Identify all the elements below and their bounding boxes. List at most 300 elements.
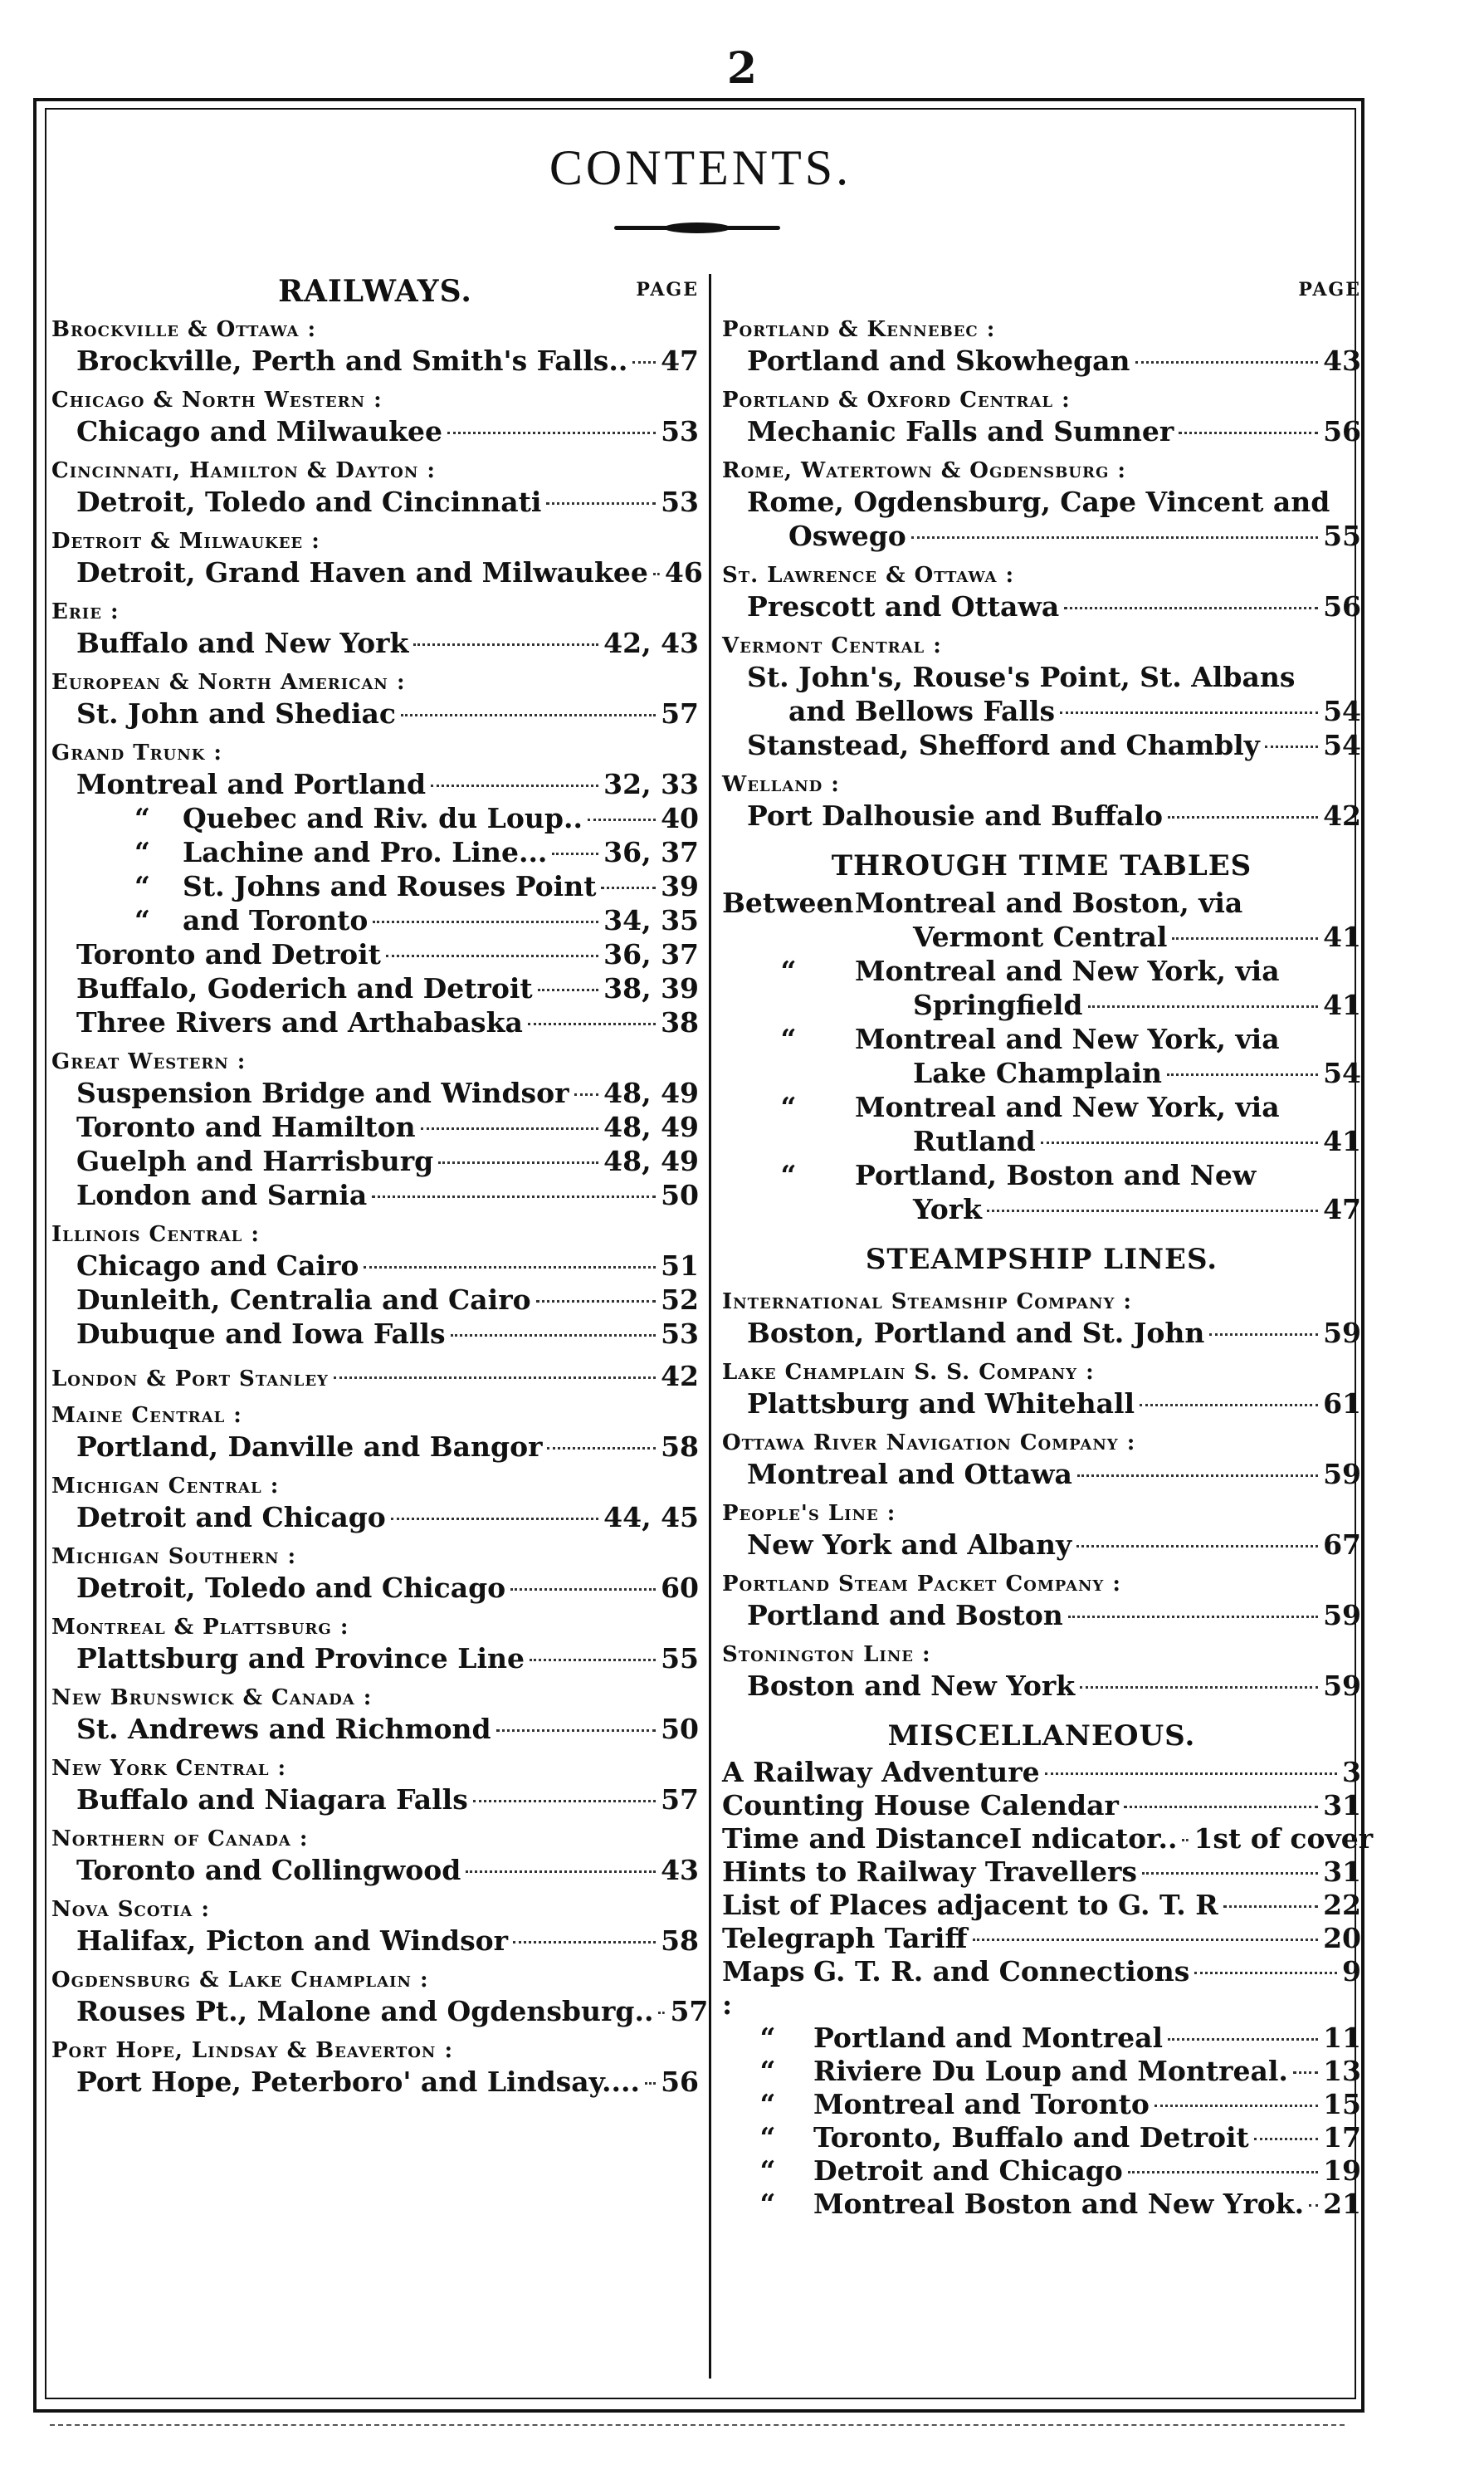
railway-list: [51, 315, 709, 2099]
entry-text: List of Places adjacent to G. T. R: [722, 1889, 1218, 1921]
page-ref: 21: [1323, 2188, 1361, 2220]
toc-group: [51, 739, 699, 1039]
entry-text: Time and DistanceI ndicator..: [722, 1822, 1178, 1855]
toc-entry: [722, 1386, 1361, 1420]
entry-text: Montreal and Portland: [76, 768, 427, 800]
page-ref: 55: [661, 1642, 699, 1675]
page-ref: 41: [1323, 1125, 1361, 1157]
entry-text: Portland and Boston: [747, 1599, 1063, 1631]
entry-text: Oswego: [788, 520, 906, 552]
leader-dots: [1168, 816, 1318, 819]
toc-entry: [51, 1924, 699, 1958]
toc-entry: [51, 485, 699, 519]
toc-entry: [51, 801, 699, 835]
entry-text: and Toronto: [183, 904, 369, 936]
toc-entry: [722, 1822, 1374, 1855]
page-ref: 42: [661, 1360, 699, 1392]
leader-dots: [645, 2082, 656, 2085]
toc-entry: [722, 1090, 1361, 1124]
leader-dots: [510, 1588, 656, 1591]
leader-dots: [438, 1161, 598, 1164]
toc-entry: [722, 344, 1361, 378]
entry-prefix: “: [759, 2088, 776, 2120]
entry-text: Rouses Pt., Malone and Ogdensburg..: [76, 1995, 654, 2027]
toc-entry: [51, 1571, 699, 1605]
entry-text: Detroit, Grand Haven and Milwaukee: [76, 556, 648, 589]
toc-entry: [722, 1316, 1361, 1350]
page-ref: 55: [1323, 520, 1361, 552]
entry-text: New York and Albany: [747, 1528, 1072, 1561]
page-ref: 61: [1323, 1387, 1361, 1420]
page-ref: 38: [661, 1006, 699, 1039]
toc-entry: [51, 1500, 699, 1534]
ditto-mark: “: [134, 904, 150, 936]
entry-text: Lachine and Pro. Line...: [183, 836, 548, 868]
group-title: Ottawa River Navigation Company :: [722, 1430, 1136, 1455]
page-title: CONTENTS.: [549, 140, 852, 195]
group-title: Michigan Southern :: [51, 1544, 297, 1569]
group-title: St. Lawrence & Ottawa :: [722, 563, 1015, 588]
leader-dots: [653, 573, 660, 575]
leader-dots: [1128, 2171, 1318, 2173]
toc-entry: [722, 589, 1361, 623]
entry-text: Portland, Danville and Bangor: [76, 1430, 543, 1463]
entry-text: York: [913, 1193, 982, 1225]
toc-entry: [51, 1317, 699, 1351]
toc-entry: [722, 660, 1361, 694]
leader-dots: [1045, 1772, 1337, 1775]
entry-prefix: Between: [722, 887, 854, 919]
page-ref: 3: [1342, 1756, 1361, 1788]
toc-group: [51, 1048, 699, 1212]
entry-text: Mechanic Falls and Sumner: [747, 415, 1174, 447]
left-column: [51, 274, 709, 2099]
toc-group: [51, 2036, 699, 2099]
steamship-lines-heading: STEAMPSHIP LINES.: [865, 1243, 1218, 1276]
entry-text: Toronto and Hamilton: [76, 1111, 416, 1143]
page-ref: 48, 49: [603, 1145, 699, 1177]
entry-text: Toronto and Collingwood: [76, 1854, 461, 1886]
entry-text: Detroit and Chicago: [76, 1501, 386, 1533]
leader-dots: [1135, 361, 1319, 364]
page-ref: 67: [1323, 1528, 1361, 1561]
toc-group: [51, 1825, 699, 1887]
toc-entry: [722, 920, 1361, 954]
toc-group: [51, 668, 699, 731]
leader-dots: [401, 714, 656, 716]
toc-entry: [51, 1782, 699, 1816]
railways-heading-row: [51, 274, 699, 307]
page-ref: 59: [1323, 1317, 1361, 1349]
group-title: Cincinnati, Hamilton & Dayton :: [51, 458, 436, 483]
railways-heading: RAILWAYS.: [278, 274, 472, 309]
entry-text: Dubuque and Iowa Falls: [76, 1318, 446, 1350]
entry-text: Telegraph Tariff: [722, 1922, 968, 1954]
entry-text: A Railway Adventure: [722, 1756, 1040, 1788]
leader-dots: [431, 785, 598, 787]
group-title: Illinois Central :: [51, 1222, 260, 1247]
leader-dots: [1154, 2105, 1318, 2107]
group-title: Grand Trunk :: [51, 741, 222, 765]
page-ref: 32, 33: [603, 768, 699, 800]
page-column-label: PAGE: [636, 279, 699, 301]
entry-text: Detroit, Toledo and Cincinnati: [76, 486, 542, 518]
through-time-tables-list: [722, 886, 1361, 1226]
leader-dots: [466, 1870, 656, 1873]
page-ref: 47: [661, 345, 699, 377]
page-ref: 59: [1323, 1458, 1361, 1490]
page-ref: 42, 43: [603, 627, 699, 659]
toc-entry: [722, 1598, 1361, 1632]
toc-entry: [722, 1955, 1361, 2022]
toc-entry: [722, 1022, 1361, 1056]
page-ref: 11: [1323, 2022, 1361, 2054]
entry-text: Vermont Central: [913, 921, 1168, 953]
toc-entry: [51, 1712, 699, 1746]
toc-entry: [722, 1056, 1361, 1090]
entry-prefix: “: [759, 2121, 776, 2154]
toc-entry: [722, 1889, 1361, 1922]
page-ref: 59: [1323, 1670, 1361, 1702]
leader-dots: [1293, 2071, 1318, 2074]
toc-group-title-row: [51, 1359, 699, 1393]
toc-entry: [51, 869, 699, 903]
page-ref: 54: [1323, 695, 1361, 727]
page-ref: 60: [661, 1572, 699, 1604]
right-page-label-row: [722, 274, 1361, 307]
entry-text: Montreal and New York, via: [855, 955, 1280, 987]
entry-text: Prescott and Ottawa: [747, 590, 1060, 623]
group-title: International Steamship Company :: [722, 1289, 1132, 1314]
toc-entry: [51, 1249, 699, 1283]
column-divider: [709, 274, 711, 2379]
toc-entry: [51, 937, 699, 971]
leader-dots: [1068, 1616, 1318, 1618]
entry-text: Montreal and Toronto: [813, 2088, 1150, 2120]
group-title: European & North American :: [51, 670, 406, 695]
page-ref: 36, 37: [603, 938, 699, 971]
toc-group: [722, 1570, 1361, 1632]
leader-dots: [574, 1093, 599, 1096]
entry-prefix: “: [780, 1023, 797, 1055]
toc-group: [51, 315, 699, 378]
entry-text: Port Dalhousie and Buffalo: [747, 799, 1164, 832]
toc-group: [722, 457, 1361, 553]
leader-dots: [987, 1210, 1318, 1212]
page-ref: 43: [1323, 345, 1361, 377]
group-title: Brockville & Ottawa :: [51, 317, 317, 342]
toc-group: [51, 1359, 699, 1393]
entry-text: Portland and Skowhegan: [747, 345, 1130, 377]
toc-group: [722, 770, 1361, 833]
toc-entry: [51, 1110, 699, 1144]
toc-entry: [722, 1855, 1361, 1889]
group-title: Stonington Line :: [722, 1642, 931, 1667]
toc-group: [722, 1499, 1361, 1562]
page-ref: 15: [1323, 2088, 1361, 2120]
entry-text: Montreal and Boston, via: [855, 887, 1243, 919]
entry-text: Springfield: [913, 989, 1083, 1021]
group-title: Chicago & North Western :: [51, 388, 383, 413]
entry-text: Buffalo and Niagara Falls: [76, 1783, 468, 1816]
page-ref: 50: [661, 1179, 699, 1211]
page-ref: 59: [1323, 1599, 1361, 1631]
toc-entry: [722, 1922, 1361, 1955]
toc-group: [51, 457, 699, 519]
entry-text: Plattsburg and Province Line: [76, 1642, 525, 1675]
toc-entry: [51, 555, 703, 589]
page-ref: 34, 35: [603, 904, 699, 936]
toc-group: [51, 527, 703, 589]
leader-dots: [1124, 1806, 1318, 1808]
toc-entry: [51, 1641, 699, 1675]
entry-prefix: “: [759, 2055, 776, 2087]
toc-entry: [51, 971, 699, 1005]
ditto-mark: “: [134, 836, 150, 868]
toc-entry: [722, 1789, 1361, 1822]
leader-dots: [1223, 1905, 1318, 1908]
entry-prefix: “: [759, 2154, 776, 2187]
toc-group: [51, 1472, 699, 1534]
leader-dots: [1060, 711, 1318, 714]
group-title: Maine Central :: [51, 1403, 242, 1428]
leader-dots: [536, 1300, 656, 1303]
entry-text: Toronto, Buffalo and Detroit: [813, 2121, 1249, 2154]
leader-dots: [364, 1266, 656, 1269]
page-ref: 39: [661, 870, 699, 902]
page-ref: 9: [1342, 1955, 1361, 1988]
title-ornament-center: [664, 222, 730, 233]
leader-dots: [601, 887, 656, 889]
page-ref: 41: [1323, 989, 1361, 1021]
group-title: Ogdensburg & Lake Champlain :: [51, 1968, 429, 1992]
page-ref: 51: [661, 1249, 699, 1282]
miscellaneous-list: [722, 1756, 1374, 2221]
group-title: Northern of Canada :: [51, 1826, 309, 1851]
entry-text: Rome, Ogdensburg, Cape Vincent and: [747, 486, 1330, 518]
toc-entry: [722, 886, 1361, 920]
entry-text: G. T. R. and Connections: [813, 1955, 1190, 1988]
toc-entry: [51, 903, 699, 937]
toc-group: [722, 386, 1361, 448]
toc-entry: [722, 988, 1361, 1022]
entry-text: Rutland: [913, 1125, 1036, 1157]
page-ref: 54: [1323, 729, 1361, 761]
toc-group: [722, 1429, 1361, 1491]
toc-entry: [51, 1283, 699, 1317]
entry-text: Hints to Railway Travellers: [722, 1855, 1137, 1888]
toc-entry: [722, 1528, 1361, 1562]
entry-text: Quebec and Riv. du Loup..: [183, 802, 583, 834]
toc-group: [51, 1220, 699, 1351]
toc-group: [722, 1358, 1361, 1420]
group-title: Great Western :: [51, 1049, 247, 1074]
group-title: Lake Champlain S. S. Company :: [722, 1360, 1095, 1385]
toc-entry: [722, 1158, 1361, 1192]
toc-entry: [51, 414, 699, 448]
page-ref: 22: [1323, 1889, 1361, 1921]
toc-entry: [722, 1124, 1361, 1158]
leader-dots: [373, 921, 598, 923]
toc-group: [722, 1640, 1361, 1703]
toc-entry: [51, 1076, 699, 1110]
group-title: Erie :: [51, 599, 120, 624]
toc-group: [51, 386, 699, 448]
leader-dots: [447, 432, 656, 434]
toc-entry: [51, 1144, 699, 1178]
leader-dots: [1209, 1333, 1318, 1336]
entry-text: Montreal and New York, via: [855, 1091, 1280, 1123]
page-ref: 53: [661, 1318, 699, 1350]
group-title: Portland Steam Packet Company :: [722, 1572, 1121, 1596]
page-ref: 31: [1323, 1855, 1361, 1888]
entry-text: St. John and Shediac: [76, 697, 396, 730]
toc-entry: [51, 2065, 699, 2099]
toc-entry: [722, 414, 1361, 448]
page-ref: 41: [1323, 921, 1361, 953]
group-title: Detroit & Milwaukee :: [51, 529, 320, 554]
page-ref: 1st of cover: [1194, 1822, 1374, 1855]
entry-text: Portland and Montreal: [813, 2022, 1164, 2054]
toc-group: [722, 315, 1361, 378]
leader-dots: [1041, 1142, 1318, 1144]
entry-text: Lake Champlain: [913, 1057, 1163, 1089]
toc-group: [51, 598, 699, 660]
railway-list-continued: [722, 315, 1361, 833]
group-title: New York Central :: [51, 1756, 287, 1781]
entry-text: Chicago and Milwaukee: [76, 415, 443, 447]
leader-dots: [1309, 2204, 1318, 2207]
toc-entry: [722, 485, 1361, 519]
group-title: Port Hope, Lindsay & Beaverton :: [51, 2038, 454, 2063]
entry-text: Buffalo, Goderich and Detroit: [76, 972, 533, 1005]
toc-entry: [722, 519, 1361, 553]
page-ref: 47: [1323, 1193, 1361, 1225]
page-ref: 57: [661, 697, 699, 730]
toc-entry: [722, 799, 1361, 833]
group-title: Vermont Central :: [722, 633, 942, 658]
entry-text: Counting House Calendar: [722, 1789, 1119, 1821]
toc-entry: [51, 1994, 709, 2028]
group-title: New Brunswick & Canada :: [51, 1685, 373, 1710]
toc-entry: [722, 2088, 1361, 2121]
group-title: Michigan Central :: [51, 1474, 280, 1499]
toc-entry: [51, 344, 699, 378]
page-ref: 53: [661, 486, 699, 518]
toc-group: [51, 1401, 699, 1464]
group-title: Portland & Oxford Central :: [722, 388, 1071, 413]
miscellaneous-heading: MISCELLANEOUS.: [887, 1719, 1196, 1753]
group-title: Montreal & Plattsburg :: [51, 1615, 349, 1640]
toc-entry: [722, 2022, 1361, 2055]
entry-prefix: “: [780, 955, 797, 987]
leader-dots: [1168, 2038, 1318, 2041]
toc-entry: [722, 728, 1361, 762]
leader-dots: [473, 1800, 656, 1802]
leader-dots: [538, 989, 599, 991]
page-ref: 56: [661, 2066, 699, 2098]
page-ref: 57: [661, 1783, 699, 1816]
toc-entry: [722, 1457, 1361, 1491]
page-ref: 40: [661, 802, 699, 834]
page-column-label: PAGE: [1298, 279, 1361, 301]
leader-dots: [1080, 1686, 1318, 1689]
toc-entry: [51, 767, 699, 801]
page-number: 2: [726, 43, 758, 94]
leader-dots: [1179, 432, 1318, 434]
entry-text: Port Hope, Peterboro' and Lindsay....: [76, 2066, 640, 2098]
page-ref: 48, 49: [603, 1077, 699, 1109]
entry-text: Boston, Portland and St. John: [747, 1317, 1205, 1349]
leader-dots: [413, 643, 598, 646]
leader-dots: [1077, 1474, 1318, 1477]
entry-text: Detroit and Chicago: [813, 2154, 1123, 2187]
entry-text: Plattsburg and Whitehall: [747, 1387, 1135, 1420]
group-title: Nova Scotia :: [51, 1897, 210, 1922]
leader-dots: [1076, 1545, 1318, 1547]
entry-prefix: Maps :: [722, 1955, 805, 2021]
leader-dots: [1254, 2138, 1318, 2140]
toc-group: [722, 632, 1361, 762]
leader-dots: [1167, 1073, 1318, 1076]
toc-entry: [722, 2121, 1361, 2154]
leader-dots: [911, 536, 1318, 539]
bottom-rule: [50, 2424, 1345, 2428]
leader-dots: [552, 853, 598, 855]
entry-prefix: “: [759, 2188, 776, 2220]
entry-text: St. Johns and Rouses Point: [183, 870, 597, 902]
toc-group: [51, 1613, 699, 1675]
toc-entry: [51, 835, 699, 869]
right-column: [722, 274, 1374, 2221]
entry-text: Guelph and Harrisburg: [76, 1145, 434, 1177]
leader-dots: [1182, 1839, 1189, 1841]
entry-prefix: “: [780, 1091, 797, 1123]
page-ref: 52: [661, 1283, 699, 1316]
entry-text: St. John's, Rouse's Point, St. Albans: [747, 661, 1296, 693]
group-title: Rome, Watertown & Ogdensburg :: [722, 458, 1126, 483]
page-ref: 38, 39: [603, 972, 699, 1005]
toc-group: [722, 561, 1361, 623]
leader-dots: [528, 1023, 656, 1025]
leader-dots: [530, 1659, 656, 1661]
toc-group: [51, 1543, 699, 1605]
page-ref: 13: [1323, 2055, 1361, 2087]
entry-text: Halifax, Picton and Windsor: [76, 1924, 509, 1957]
toc-group: [722, 1288, 1361, 1350]
leader-dots: [334, 1376, 656, 1379]
entry-text: and Bellows Falls: [788, 695, 1056, 727]
entry-text: London and Sarnia: [76, 1179, 368, 1211]
toc-entry: [722, 954, 1361, 988]
page-ref: 57: [670, 1995, 709, 2027]
toc-entry: [51, 1178, 699, 1212]
entry-text: Boston and New York: [747, 1670, 1076, 1702]
toc-entry: [51, 1853, 699, 1887]
page-ref: 42: [1323, 799, 1361, 832]
page-ref: 50: [661, 1713, 699, 1745]
entry-text: Suspension Bridge and Windsor: [76, 1077, 569, 1109]
toc-entry: [51, 1005, 699, 1039]
ditto-mark: “: [134, 870, 150, 902]
leader-dots: [1142, 1872, 1318, 1875]
leader-dots: [451, 1334, 657, 1337]
page-ref: 36, 37: [603, 836, 699, 868]
entry-text: Brockville, Perth and Smith's Falls..: [76, 345, 628, 377]
toc-group: [51, 1966, 709, 2028]
leader-dots: [391, 1518, 598, 1520]
entry-text: Detroit, Toledo and Chicago: [76, 1572, 506, 1604]
